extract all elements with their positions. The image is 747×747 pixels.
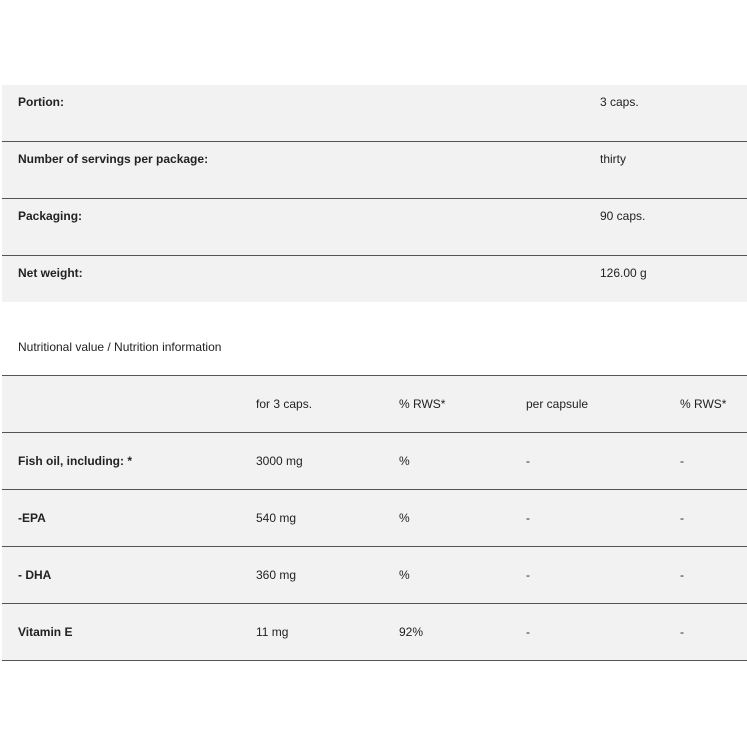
info-label: Portion:	[18, 95, 64, 109]
table-row	[2, 547, 747, 604]
nutrition-heading-row	[2, 302, 747, 376]
rws-per-capsule: -	[680, 511, 684, 525]
amount-per-capsule: -	[526, 625, 530, 639]
table-row	[2, 604, 747, 661]
info-row-servings	[2, 142, 747, 199]
amount-3-caps: 540 mg	[256, 511, 297, 525]
nutrient-name: Vitamin E	[18, 625, 73, 639]
rws-per-capsule: -	[680, 625, 684, 639]
info-value: 90 caps.	[600, 209, 646, 223]
nutrient-name: Fish oil, including: *	[18, 454, 132, 468]
column-header: % RWS*	[680, 397, 727, 411]
amount-per-capsule: -	[526, 454, 530, 468]
nutrient-name: -EPA	[18, 511, 46, 525]
amount-3-caps: 3000 mg	[256, 454, 303, 468]
amount-3-caps: 360 mg	[256, 568, 297, 582]
nutrition-heading: Nutritional value / Nutrition information	[18, 340, 222, 354]
rws-3-caps: %	[399, 568, 410, 582]
info-row-portion	[2, 85, 747, 142]
column-header: % RWS*	[399, 397, 446, 411]
rws-3-caps: 92%	[399, 625, 424, 639]
nutrition-header-row	[2, 376, 747, 433]
column-header: per capsule	[526, 397, 589, 411]
info-value: 126.00 g	[600, 266, 647, 280]
info-label: Net weight:	[18, 266, 83, 280]
column-header: for 3 caps.	[256, 397, 313, 411]
table-row	[2, 490, 747, 547]
nutrient-name: - DHA	[18, 568, 52, 582]
info-label: Number of servings per package:	[18, 152, 209, 166]
info-value: 3 caps.	[600, 95, 639, 109]
amount-per-capsule: -	[526, 511, 530, 525]
rws-3-caps: %	[399, 511, 410, 525]
info-row-packaging	[2, 199, 747, 256]
table-row	[2, 433, 747, 490]
info-label: Packaging:	[18, 209, 83, 223]
amount-per-capsule: -	[526, 568, 530, 582]
amount-3-caps: 11 mg	[256, 625, 289, 639]
rws-per-capsule: -	[680, 568, 684, 582]
product-info-table	[2, 85, 747, 313]
rws-per-capsule: -	[680, 454, 684, 468]
info-value: thirty	[600, 152, 627, 166]
rws-3-caps: %	[399, 454, 410, 468]
nutrition-table	[2, 376, 747, 661]
